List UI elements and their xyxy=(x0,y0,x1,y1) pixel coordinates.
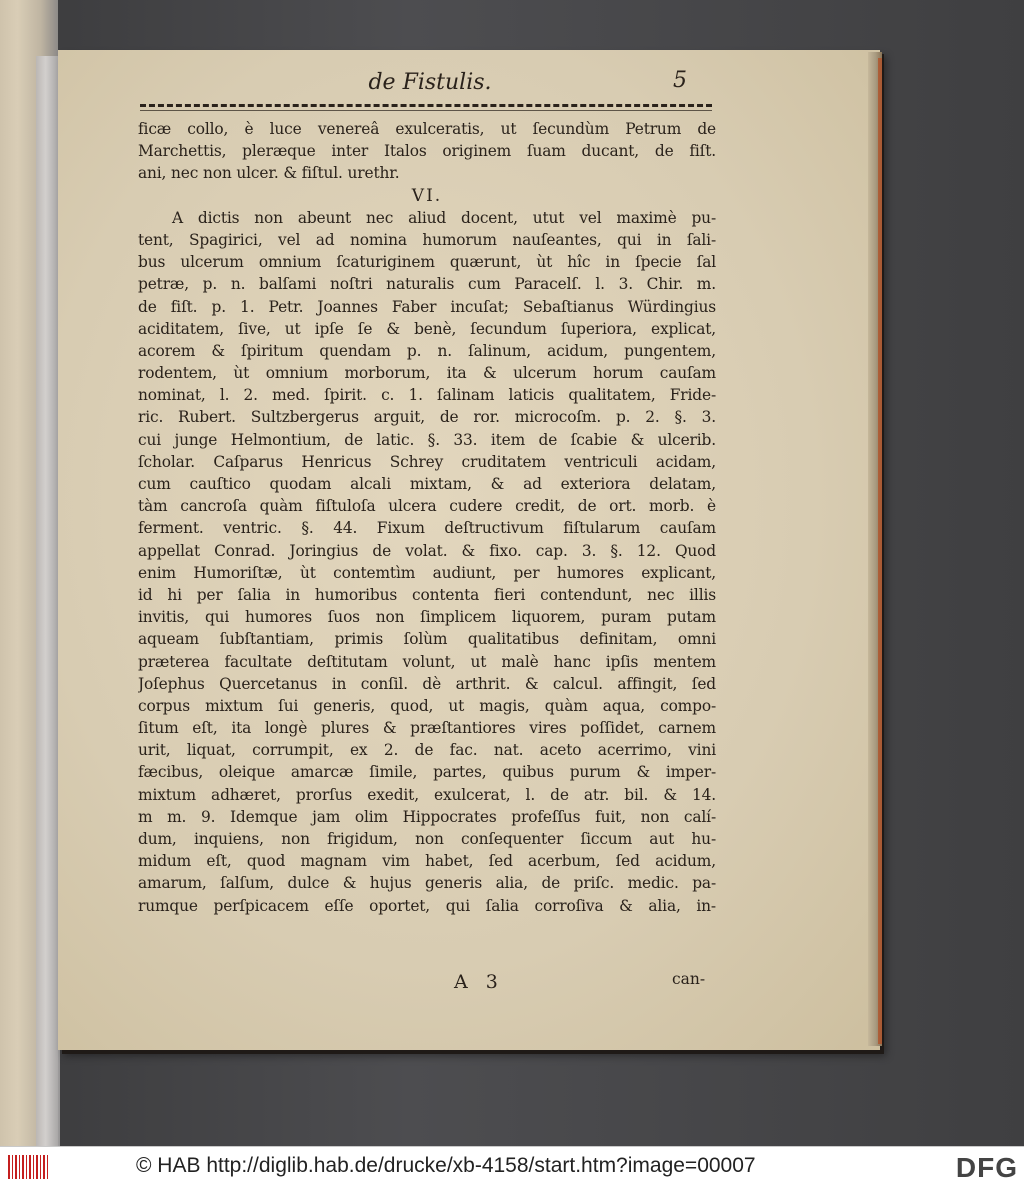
text-line: mixtum adhæret, prorſus exedit, exulcerat, l. de atr. bil. & 14. xyxy=(138,785,716,804)
text-line: aqueam ſubſtantiam, primis ſolùm qualitatibus definitam, omni xyxy=(138,630,716,649)
barcode-icon xyxy=(8,1155,48,1179)
text-line: dum, inquiens, non frigidum, non conſequenter ſiccum aut hu- xyxy=(138,830,716,848)
page-body-text xyxy=(138,118,716,917)
header-rule xyxy=(140,104,712,107)
text-line: appellat Conrad. Joringius de volat. & fixo. cap. 3. §. 12. Quod xyxy=(138,541,716,560)
text-line: rumque perſpicacem eſſe oportet, qui ſalia corroſiva & alia, in- xyxy=(138,896,716,915)
text-line: id hi per ſalia in humoribus contenta fieri contendunt, nec illis xyxy=(138,585,716,604)
catchword: can- xyxy=(672,970,706,988)
text-line: A dictis non abeunt nec aliud docent, utut vel maximè pu- xyxy=(172,208,716,227)
text-line: m m. 9. Idemque jam olim Hippocrates profeſſus fuit, non calí- xyxy=(138,807,716,826)
signature-mark: A 3 xyxy=(454,971,504,993)
text-line: midum eſt, quod magnam vim habet, ſed acerbum, ſed acidum, xyxy=(138,852,716,871)
text-line: amarum, ſalſum, dulce & hujus generis alia, de priſc. medic. pa- xyxy=(138,874,716,893)
text-line: bus ulcerum omnium ſcaturiginem quærunt, ùt hîc in ſpecie ſal xyxy=(138,253,716,272)
page-edge-color xyxy=(878,58,882,1044)
text-line: acorem & ſpiritum quendam p. n. ſalinum, acidum, pungentem, xyxy=(138,341,716,360)
text-line: ferment. ventric. §. 44. Fixum deſtructivum fiſtularum cauſam xyxy=(138,519,716,538)
text-line: Marchettis, pleræque inter Italos originem ſuam ducant, de fiſt. xyxy=(138,142,716,161)
text-line: nominat, l. 2. med. ſpirit. c. 1. ſalinam laticis qualitatem, Fride- xyxy=(138,386,716,405)
lines-after-heading xyxy=(138,207,716,917)
lines-before-heading xyxy=(138,118,716,185)
footer-copyright-link[interactable]: © HAB http://diglib.hab.de/drucke/xb-4158/start.htm?image=00007 xyxy=(136,1154,756,1177)
text-line: de fiſt. p. 1. Petr. Joannes Faber incuſat; Sebaſtianus Würdingius xyxy=(138,297,716,316)
text-line: petræ, p. n. balſami noſtri naturalis cum Paracelſ. l. 3. Chir. m. xyxy=(138,275,716,294)
text-line: ani, nec non ulcer. & fiſtul. urethr. xyxy=(138,164,400,183)
footer-bar xyxy=(0,1146,1024,1186)
text-line: ficæ collo, è luce venereâ exulceratis, ut ſecundùm Petrum de xyxy=(138,120,716,138)
text-line: ſitum eſt, ita longè plures & præſtantiores vires poſſidet, carnem xyxy=(138,719,716,738)
text-line: tent, Spagirici, vel ad nomina humorum nauſeantes, qui in ſali- xyxy=(138,230,716,249)
text-line: rodentem, ùt omnium morborum, ita & ulcerum horum cauſam xyxy=(138,364,716,383)
header-rule-thin xyxy=(140,110,712,111)
text-line: invitis, qui humores ſuos non ſimplicem liquorem, puram putam xyxy=(138,608,716,627)
running-head: de Fistulis. xyxy=(368,70,492,95)
text-line: ric. Rubert. Sultzbergerus arguit, de ror. microcoſm. p. 2. §. 3. xyxy=(138,408,716,427)
text-line: cui junge Helmontium, de latic. §. 33. item de ſcabie & ulcerib. xyxy=(138,430,716,449)
text-line: fæcibus, oleique amarcæ ſimile, partes, quibus purum & imper- xyxy=(138,763,716,782)
dfg-logo: DFG xyxy=(955,1152,1018,1183)
section-heading: VI. xyxy=(411,185,443,206)
text-line: Joſephus Quercetanus in conſil. dè arthrit. & calcul. affingit, ſed xyxy=(138,674,716,693)
text-line: corpus mixtum ſui generis, quod, ut magis, quàm aqua, compo- xyxy=(138,696,716,715)
text-line: cum cauſtico quodam alcali mixtam, & ad exteriora delatam, xyxy=(138,475,716,493)
text-line: aciditatem, ſive, ut ipſe ſe & benè, ſecundum ſuperiora, explicat, xyxy=(138,319,716,338)
text-line: urit, liquat, corrumpit, ex 2. de fac. nat. aceto acerrimo, vini xyxy=(138,741,716,760)
facing-page-edge xyxy=(36,56,60,1146)
text-line: enim Humoriſtæ, ùt contemtìm audiunt, per humores explicant, xyxy=(138,563,716,582)
page-number: 5 xyxy=(673,68,687,93)
text-line: ſcholar. Caſparus Henricus Schrey cruditatem ventriculi acidam, xyxy=(138,452,716,471)
text-line: tàm cancroſa quàm fiſtuloſa ulcera cudere credit, de ort. morb. è xyxy=(138,497,716,516)
text-line: præterea facultate deſtitutam volunt, ut malè hanc ipſis mentem xyxy=(138,652,716,671)
